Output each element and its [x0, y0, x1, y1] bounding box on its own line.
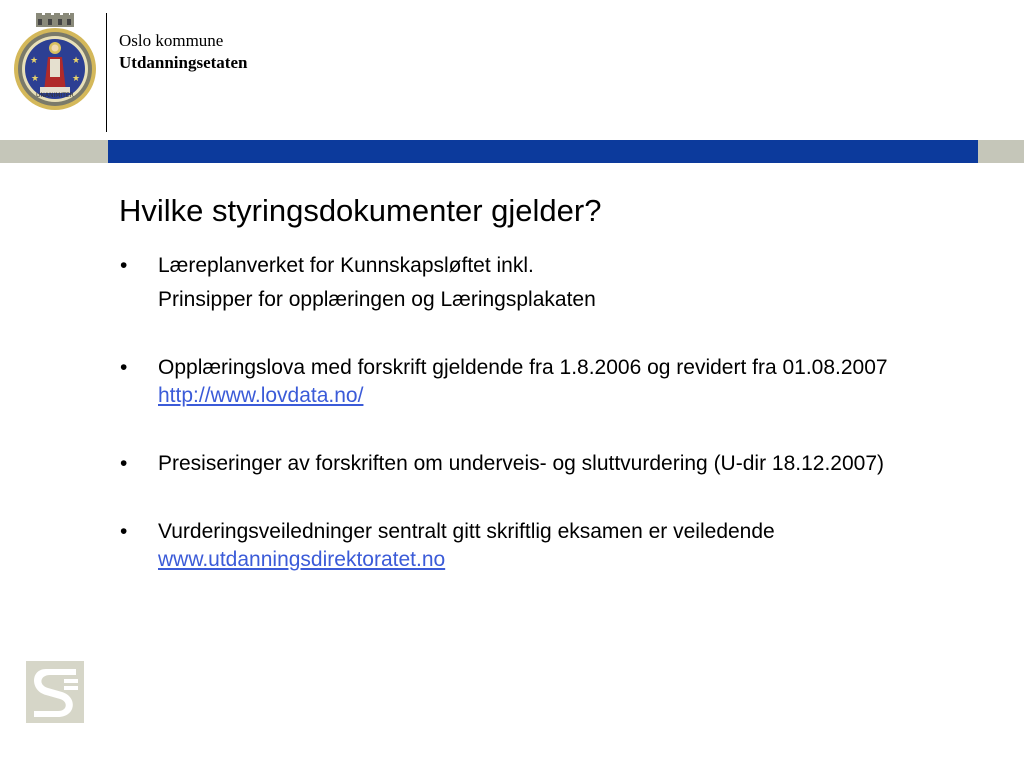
bullet-text: Vurderingsveiledninger sentralt gitt skriftlig eksamen er veiledende — [158, 520, 775, 543]
bullet-item — [112, 354, 932, 410]
bullet-continuation: Prinsipper for opplæringen og Læringsplakaten — [158, 288, 596, 311]
svg-text:★: ★ — [72, 56, 81, 66]
bullet-text: Opplæringslova med forskrift gjeldende fra 1.8.2006 og revidert fra 01.08.2007 — [158, 356, 888, 379]
bullet-text: Læreplanverket for Kunnskapsløftet inkl. — [158, 254, 534, 277]
lovdata-link[interactable]: http://www.lovdata.no/ — [158, 384, 364, 407]
oslo-city-seal-icon — [14, 13, 96, 113]
band-right — [978, 140, 1024, 163]
agency-name: Utdanningsetaten — [119, 53, 248, 72]
bullet-item — [112, 252, 932, 314]
band-left — [0, 140, 108, 163]
organization-name — [119, 30, 247, 74]
slide-title: Hvilke styringsdokumenter gjelder? — [119, 193, 602, 228]
org-name: Oslo kommune — [119, 31, 224, 50]
header — [0, 0, 1024, 140]
svg-text:★: ★ — [72, 74, 81, 84]
band-blue — [108, 140, 978, 163]
bullet-item — [112, 450, 932, 478]
svg-text:★: ★ — [31, 74, 40, 84]
udir-link[interactable]: www.utdanningsdirektoratet.no — [158, 548, 446, 571]
header-divider — [106, 13, 107, 132]
bullet-dot: • — [120, 254, 128, 277]
bullet-dot: • — [120, 520, 128, 543]
bullet-dot: • — [120, 356, 128, 379]
bullet-text: Presiseringer av forskriften om underveis- og sluttvurdering (U-dir 18.12.2007) — [158, 452, 884, 475]
bullet-dot: • — [120, 452, 128, 475]
bullet-item — [112, 518, 932, 574]
svg-text:★: ★ — [30, 56, 39, 66]
s-emblem-icon — [26, 661, 84, 723]
svg-text:UNANIMITER: UNANIMITER — [36, 92, 74, 99]
bullet-list — [112, 252, 932, 614]
